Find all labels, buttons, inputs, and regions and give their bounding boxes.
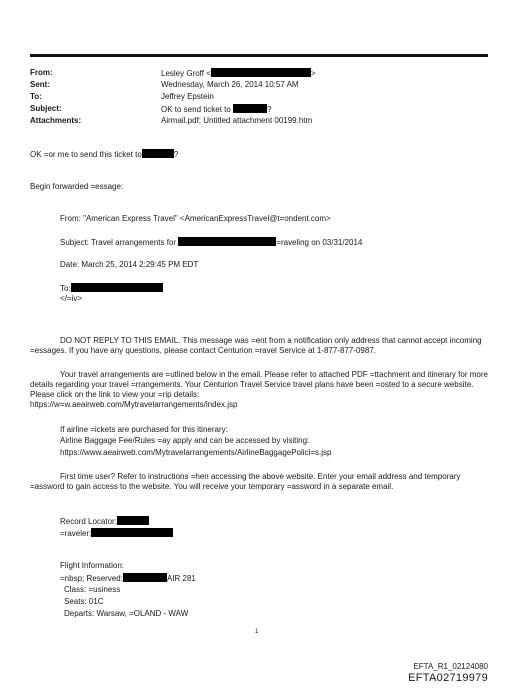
fwd-from: From: "American Express Travel" <AmericanExpressTravel@t=ondent.com>	[60, 214, 331, 223]
trip-details-link[interactable]: https://w=w.aeairweb.com/Mytravelarrangements/index.jsp	[30, 400, 238, 409]
fwd-div: </=iv>	[60, 294, 83, 303]
traveler: =raveler:	[60, 528, 173, 539]
paragraph-no-reply: DO NOT REPLY TO THIS EMAIL. This message was =ent from a notification only address that cannot accept incoming =essages. If you have any questions, please contact Centurion =ravel Service at 1-877-877-0987.	[30, 336, 482, 355]
subject-label: Subject:	[30, 104, 62, 113]
class-line: Class: =usiness	[64, 585, 121, 594]
forwarded-line: Begin forwarded =essage:	[30, 182, 124, 191]
departs-line: Departs: Warsaw, =OLAND - WAW	[64, 609, 189, 618]
redaction	[233, 104, 267, 113]
body-line1: OK =or me to send this ticket to ?	[30, 150, 179, 159]
fwd-to: To:	[60, 283, 163, 294]
reserved-line: =nbsp; Reserved: AIR 281	[60, 574, 196, 583]
sent-label: Sent:	[30, 80, 50, 89]
baggage-line2: Airline Baggage Fee/Rules =ay apply and can be accessed by visiting:	[60, 436, 310, 445]
header-rule	[30, 54, 488, 57]
redaction	[91, 528, 173, 537]
redaction	[178, 237, 276, 246]
efta-id-2: EFTA02719979	[408, 672, 488, 684]
from-value: Lesley Groff < >	[161, 69, 316, 78]
fwd-date: Date: March 25, 2014 2:29:45 PM EDT	[60, 260, 199, 269]
flight-info: Flight Information:	[60, 561, 125, 570]
subject-value: OK to send ticket to ?	[161, 105, 272, 114]
attachments-value: Airmail.pdf; Untitled attachment 00199.htm	[161, 116, 313, 125]
baggage-link[interactable]: https://www.aeairweb.com/Mytravelarrangements/AirlineBaggagePolici=s.jsp	[60, 448, 332, 457]
baggage-line1: If airline =ickets are purchased for this itinerary:	[60, 425, 228, 434]
paragraph-first-time: First time user? Refer to instructions =hen accessing the above website. Enter your email address and temporary =assword to gain access to the website. You will receive your temporary =assword in a separate email.	[30, 472, 461, 491]
redaction	[142, 149, 174, 158]
fwd-subject: Subject: Travel arrangements for =raveling on 03/31/2014	[60, 238, 363, 247]
efta-id-1: EFTA_R1_02124080	[413, 662, 488, 671]
page-number: 1	[255, 629, 259, 635]
redaction	[211, 68, 311, 77]
from-label: From:	[30, 68, 53, 77]
to-label: To:	[30, 92, 42, 101]
redaction	[71, 283, 163, 292]
redaction	[117, 516, 149, 525]
redaction	[123, 573, 167, 582]
to-value: Jeffrey Epstein	[161, 92, 214, 101]
attachments-label: Attachments:	[30, 116, 82, 125]
paragraph-arrangements: Your travel arrangements are =utlined below in the email. Please refer to attached PDF =ttachment and itinerary for more details regarding your travel =rrangements. Your Centurion Travel Service travel plans have been =osted to a secure website. Please click on the link to view your =rip details:	[30, 370, 488, 399]
sent-value: Wednesday, March 26, 2014 10:57 AM	[161, 80, 299, 89]
seats-line: Seats: 01C	[64, 597, 104, 606]
record-locator: Record Locator:	[60, 516, 149, 527]
